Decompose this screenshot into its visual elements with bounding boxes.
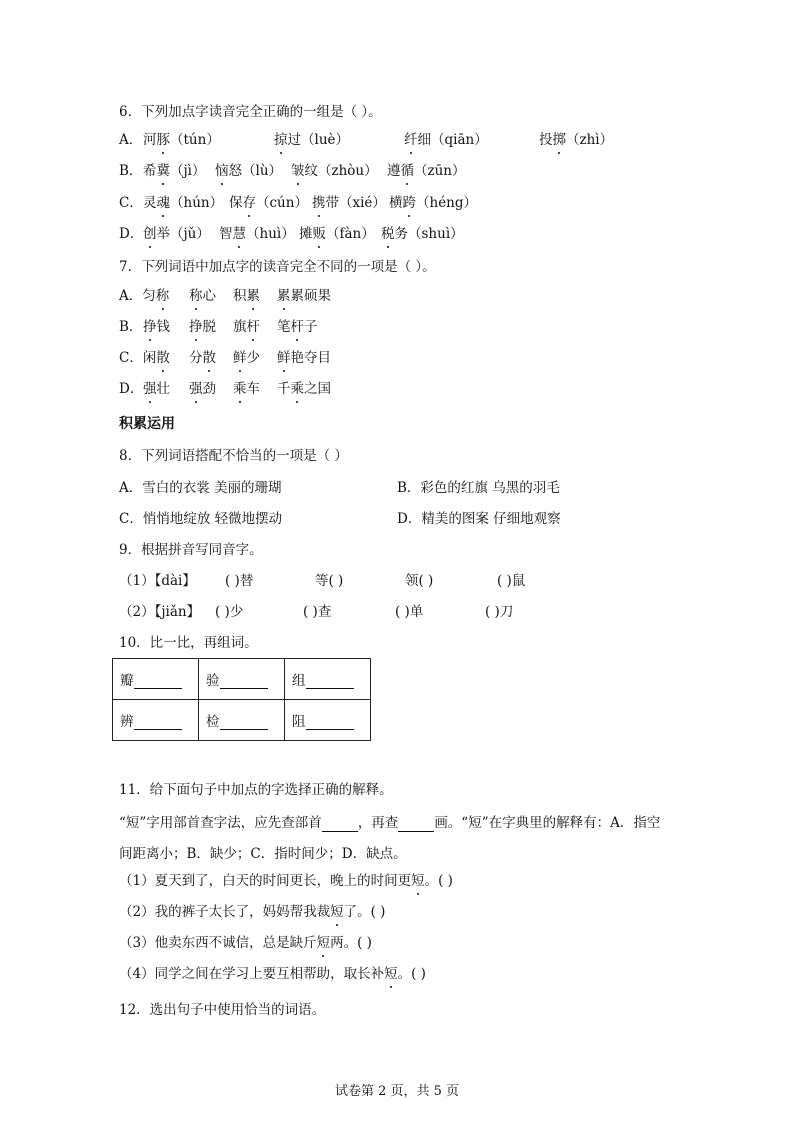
table-cell[interactable]: 验 (199, 659, 285, 700)
dotted-char: 恼 (215, 163, 229, 179)
dotted-char: 魂 (156, 195, 170, 211)
answer-line[interactable] (220, 688, 268, 689)
table-row (113, 659, 371, 700)
dotted-char: 创 (143, 226, 157, 242)
q11-paragraph-1: “短”字用部首查字法，应先查部首 ，再查 画。“短”在字典里的解释有：A．指空 (119, 815, 661, 831)
answer-blank[interactable]: ( )少 (215, 604, 244, 620)
answer-line[interactable] (306, 688, 354, 689)
option-letter: A． (119, 132, 143, 148)
q8-option-c: C．悄悄地绽放 轻微地摆动 (119, 511, 283, 527)
q6-stem: 6．下列加点字读音完全正确的一组是（ ）。 (119, 104, 382, 120)
dotted-char: 杆 (290, 319, 304, 335)
dotted-char: 掷 (552, 132, 566, 148)
answer-line[interactable] (220, 729, 268, 730)
table-cell[interactable]: 组 (285, 659, 371, 700)
answer-blank[interactable]: ( )查 (303, 604, 332, 620)
q11-sentence-1: （1）夏天到了，白天的时间更长，晚上的时间更短。( ) (119, 873, 453, 889)
q8-stem: 8．下列词语搭配不恰当的一项是（ ） (119, 448, 348, 464)
answer-blank[interactable]: ( )鼠 (497, 573, 526, 589)
table-cell[interactable]: 辨 (113, 700, 199, 741)
answer-blank[interactable]: 了。( ) (343, 904, 386, 920)
answer-blank[interactable]: ( )刀 (485, 604, 514, 620)
dotted-char: 强 (189, 381, 203, 397)
answer-blank[interactable]: ( )单 (395, 604, 424, 620)
dotted-char: 短 (330, 904, 344, 920)
pinyin-label: （2）【jiǎn】 (119, 604, 201, 620)
answer-blank[interactable]: 两。( ) (330, 935, 372, 951)
answer-blank[interactable]: 等( ) (315, 573, 344, 589)
table-cell[interactable]: 检 (199, 700, 285, 741)
q12-stem: 12．选出句子中使用恰当的词语。 (119, 1002, 326, 1018)
dotted-char: 强 (143, 381, 157, 397)
q6-option-d: D． 创举（jǔ） 智慧（huì） 摊贩（fàn） 税务（shuì） (119, 226, 464, 242)
dotted-char: 乘 (233, 381, 247, 397)
q11-sentence-4: （4）同学之间在学习上要互相帮助，取长补短。( ) (119, 966, 426, 982)
dotted-char: 冀 (156, 163, 170, 179)
answer-line[interactable] (306, 729, 354, 730)
dotted-char: 散 (156, 350, 170, 366)
dotted-char: 短 (316, 935, 331, 951)
dotted-char: 称 (155, 288, 170, 304)
dotted-char: 乘 (290, 381, 304, 397)
section-heading: 积累运用 (119, 416, 175, 432)
q7-option-b: B． 挣钱 挣脱 旗杆 笔杆子 (119, 319, 318, 335)
dotted-char: 豚 (156, 132, 170, 148)
answer-blank[interactable]: ( )替 (225, 573, 254, 589)
q7-option-c: C．闲散 分散 鲜少 鲜艳夺目 (119, 350, 331, 366)
dotted-char: 挣 (189, 319, 203, 335)
table-cell[interactable]: 瓣 (113, 659, 199, 700)
q8-option-a: A．雪白的衣裳 美丽的珊瑚 (119, 480, 282, 496)
table-row (113, 700, 371, 741)
answer-line[interactable] (398, 831, 434, 832)
q9-row-1 (119, 572, 719, 590)
dotted-char: 掠 (274, 132, 288, 148)
q9-row-2 (119, 603, 719, 621)
dotted-char: 携 (312, 195, 326, 211)
dotted-char: 散 (202, 350, 216, 366)
answer-line[interactable] (134, 729, 182, 730)
q6-option-a: A． 河豚（tún） 掠过（luè） 纤细（qiān） 投掷（zhì） (119, 132, 614, 148)
q11-paragraph-2: 间距离小；B．缺少；C．指时间少；D．缺点。 (119, 846, 407, 862)
q6-option-b: B． 希冀（jì） 恼怒（lù） 皱纹（zhòu） 遵循（zūn） (119, 163, 466, 179)
q8-option-b: B．彩色的红旗 乌黑的羽毛 (397, 480, 560, 496)
q7-stem: 7．下列词语中加点字的读音完全不同的一项是（ ）。 (119, 259, 436, 275)
dotted-char: 鲜 (277, 350, 291, 366)
dotted-char: 短 (384, 966, 398, 982)
q7-option-d: D． 强壮 强劲 乘车 千乘之国 (119, 381, 331, 397)
dotted-char: 短 (411, 873, 425, 889)
table-cell[interactable]: 阻 (285, 700, 371, 741)
dotted-char: 杆 (246, 319, 260, 335)
dotted-char: 累 (277, 288, 291, 304)
dotted-char: 慧 (232, 226, 246, 242)
answer-blank[interactable]: 。( ) (397, 966, 426, 982)
dotted-char: 鲜 (233, 350, 247, 366)
q6-option-c: C． 灵魂（hún） 保存（cún） 携带（xié） 横跨（héng） (119, 195, 478, 211)
dotted-char: 存 (242, 195, 256, 211)
q11-sentence-2: （2）我的裤子太长了，妈妈帮我裁短了。( ) (119, 904, 386, 920)
q11-sentence-3: （3）他卖东西不诚信，总是缺斤短两。( ) (119, 935, 372, 951)
q11-stem: 11．给下面句子中加点的字选择正确的解释。 (119, 782, 393, 798)
dotted-char: 循 (400, 163, 414, 179)
q7-option-a: A．匀称 称心 积累 累累硕果 (119, 288, 331, 304)
answer-blank[interactable]: 领( ) (405, 573, 434, 589)
answer-line[interactable] (322, 831, 358, 832)
pinyin-label: （1）【dài】 (119, 573, 196, 589)
dotted-char: 挣 (143, 319, 157, 335)
dotted-char: 皱 (291, 163, 305, 179)
dotted-char: 称 (189, 288, 203, 304)
dotted-char: 纤 (404, 132, 418, 148)
dotted-char: 累 (246, 288, 260, 304)
dotted-char: 跨 (402, 195, 416, 211)
answer-blank[interactable]: 。( ) (424, 873, 453, 889)
page-footer: 试卷第 2 页，共 5 页 (334, 1084, 460, 1099)
q8-option-d: D．精美的图案 仔细地观察 (397, 511, 561, 527)
q9-stem: 9．根据拼音写同音字。 (119, 542, 263, 558)
dotted-char: 税 (381, 226, 395, 242)
q10-stem: 10．比一比，再组词。 (119, 635, 258, 651)
answer-line[interactable] (134, 688, 182, 689)
compare-table (112, 658, 371, 741)
dotted-char: 贩 (312, 226, 326, 242)
